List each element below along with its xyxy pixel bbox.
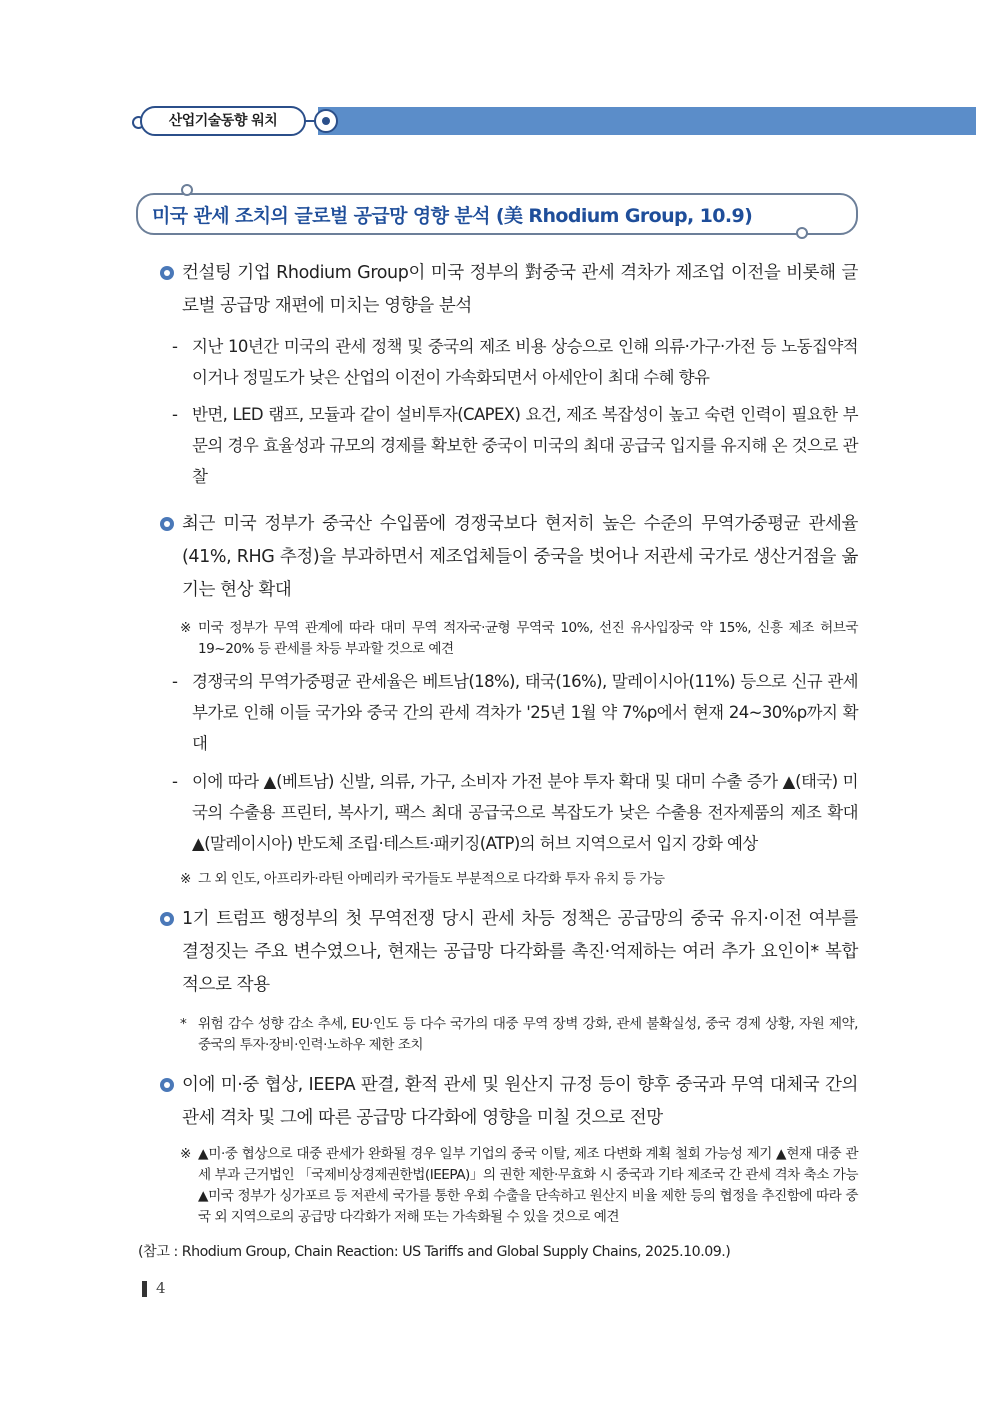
page-bar-icon <box>142 1281 147 1297</box>
footnote-text: 위험 감수 성향 감소 추세, EU·인도 등 다수 국가의 대중 무역 장벽 강화, 관세 불확실성, 중국 경제 상황, 자원 제약, 중국의 투자·장비·인력·노하우 제한 조치 <box>198 1016 858 1053</box>
dash-item <box>172 766 858 859</box>
dash-marker: - <box>172 672 178 691</box>
bullet-text: 컨설팅 기업 Rhodium Group이 미국 정부의 對중국 관세 격차가 제조업 이전을 비롯해 글로벌 공급망 재편에 미치는 영향을 분석 <box>182 263 858 316</box>
page-number <box>142 1279 166 1297</box>
footnote-text: 그 외 인도, 아프리카·라틴 아메리카 국가들도 부분적으로 다각화 투자 유치 등 가능 <box>198 871 665 887</box>
note-marker: ※ <box>180 1146 191 1162</box>
dash-marker: - <box>172 772 178 791</box>
reference-citation: (참고 : Rhodium Group, Chain Reaction: US Tariffs and Global Supply Chains, 2025.10.09.) <box>138 1244 731 1260</box>
dash-text: 이에 따라 ▲(베트남) 신발, 의류, 가구, 소비자 가전 분야 투자 확대 및 대미 수출 증가 ▲(태국) 미국의 수출용 프린터, 복사기, 팩스 최대 공급국으로 복잡도가 낮은 수출용 전자제품의 제조 확대 ▲(말레이시아) 반도체 조립·테스트·패키징(ATP)의 허브 지역으로서 입지 강화 예상 <box>192 772 858 853</box>
bullet-text: 이에 미·중 협상, IEEPA 판결, 환적 관세 및 원산지 규정 등이 향후 중국과 무역 대체국 간의 관세 격차 및 그에 따른 공급망 다각화에 영향을 미칠 것으로 전망 <box>182 1075 858 1128</box>
dash-item <box>172 399 858 492</box>
bullet-item <box>160 508 858 607</box>
note-marker: ※ <box>180 620 191 636</box>
dash-text: 지난 10년간 미국의 관세 정책 및 중국의 제조 비용 상승으로 인해 의류·가구·가전 등 노동집약적이거나 정밀도가 낮은 산업의 이전이 가속화되면서 아세안이 최대 수혜 향유 <box>192 337 858 387</box>
bullet-circle-icon <box>160 1078 174 1092</box>
dash-marker: - <box>172 405 178 424</box>
dash-item <box>172 666 858 759</box>
dash-item <box>172 331 858 393</box>
bullet-text: 최근 미국 정부가 중국산 수입품에 경쟁국보다 현저히 높은 수준의 무역가중평균 관세율(41%, RHG 추정)을 부과하면서 제조업체들이 중국을 벗어나 저관세 국가로 생산거점을 옮기는 현상 확대 <box>182 514 858 600</box>
title-dot-icon <box>181 184 193 196</box>
bullet-text: 1기 트럼프 행정부의 첫 무역전쟁 당시 관세 차등 정책은 공급망의 중국 유지·이전 여부를 결정짓는 주요 변수였으나, 현재는 공급망 다각화를 촉진·억제하는 여러 추가 요인이* 복합적으로 작용 <box>182 909 858 995</box>
bullet-item <box>160 257 858 323</box>
bullet-item <box>160 1069 858 1135</box>
footnote-text: ▲미·중 협상으로 대중 관세가 완화될 경우 일부 기업의 중국 이탈, 제조 다변화 계획 철회 가능성 제기 ▲현재 대중 관세 부과 근거법인 「국제비상경제권한법(IEEPA)」의 권한 제한·무효화 시 중국과 기타 제조국 간 관세 격차 축소 가능 ▲미국 정부가 싱가포르 등 저관세 국가를 통한 우회 수출을 단속하고 원산지 비율 제한 등의 협정을 추진함에 따라 중국 외 지역으로의 공급망 다각화가 저해 또는 가속화될 수 있을 것으로 예견 <box>198 1146 858 1225</box>
page-header <box>0 104 992 138</box>
title-dot-icon <box>796 227 808 239</box>
bullet-item <box>160 903 858 1002</box>
dash-text: 경쟁국의 무역가중평균 관세율은 베트남(18%), 태국(16%), 말레이시아(11%) 등으로 신규 관세 부가로 인해 이들 국가와 중국 간의 관세 격차가 '25년 1월 약 7%p에서 현재 24~30%p까지 확대 <box>192 672 858 753</box>
page-number-value: 4 <box>156 1279 166 1297</box>
bullet-circle-icon <box>160 266 174 280</box>
footnote <box>180 869 858 890</box>
note-marker: * <box>180 1016 187 1032</box>
bullet-circle-icon <box>160 517 174 531</box>
section-label: 산업기술동향 워치 <box>140 106 306 136</box>
dash-marker: - <box>172 337 178 356</box>
article-title: 미국 관세 조치의 글로벌 공급망 영향 분석 (美 Rhodium Group, 10.9) <box>152 205 753 227</box>
footnote <box>180 1014 858 1056</box>
header-band <box>318 107 976 135</box>
bullet-circle-icon <box>160 912 174 926</box>
note-marker: ※ <box>180 871 191 887</box>
footnote <box>180 618 858 660</box>
footnote-text: 미국 정부가 무역 관계에 따라 대미 무역 적자국·균형 무역국 10%, 선진 유사입장국 약 15%, 신흥 제조 허브국 19~20% 등 관세를 차등 부과할 것으로 예견 <box>198 620 858 657</box>
footnote <box>180 1144 858 1228</box>
dash-text: 반면, LED 램프, 모듈과 같이 설비투자(CAPEX) 요건, 제조 복잡성이 높고 숙련 인력이 필요한 부문의 경우 효율성과 규모의 경제를 확보한 중국이 미국의 최대 공급국 입지를 유지해 온 것으로 관찰 <box>192 405 858 486</box>
header-circle-icon <box>314 109 338 133</box>
